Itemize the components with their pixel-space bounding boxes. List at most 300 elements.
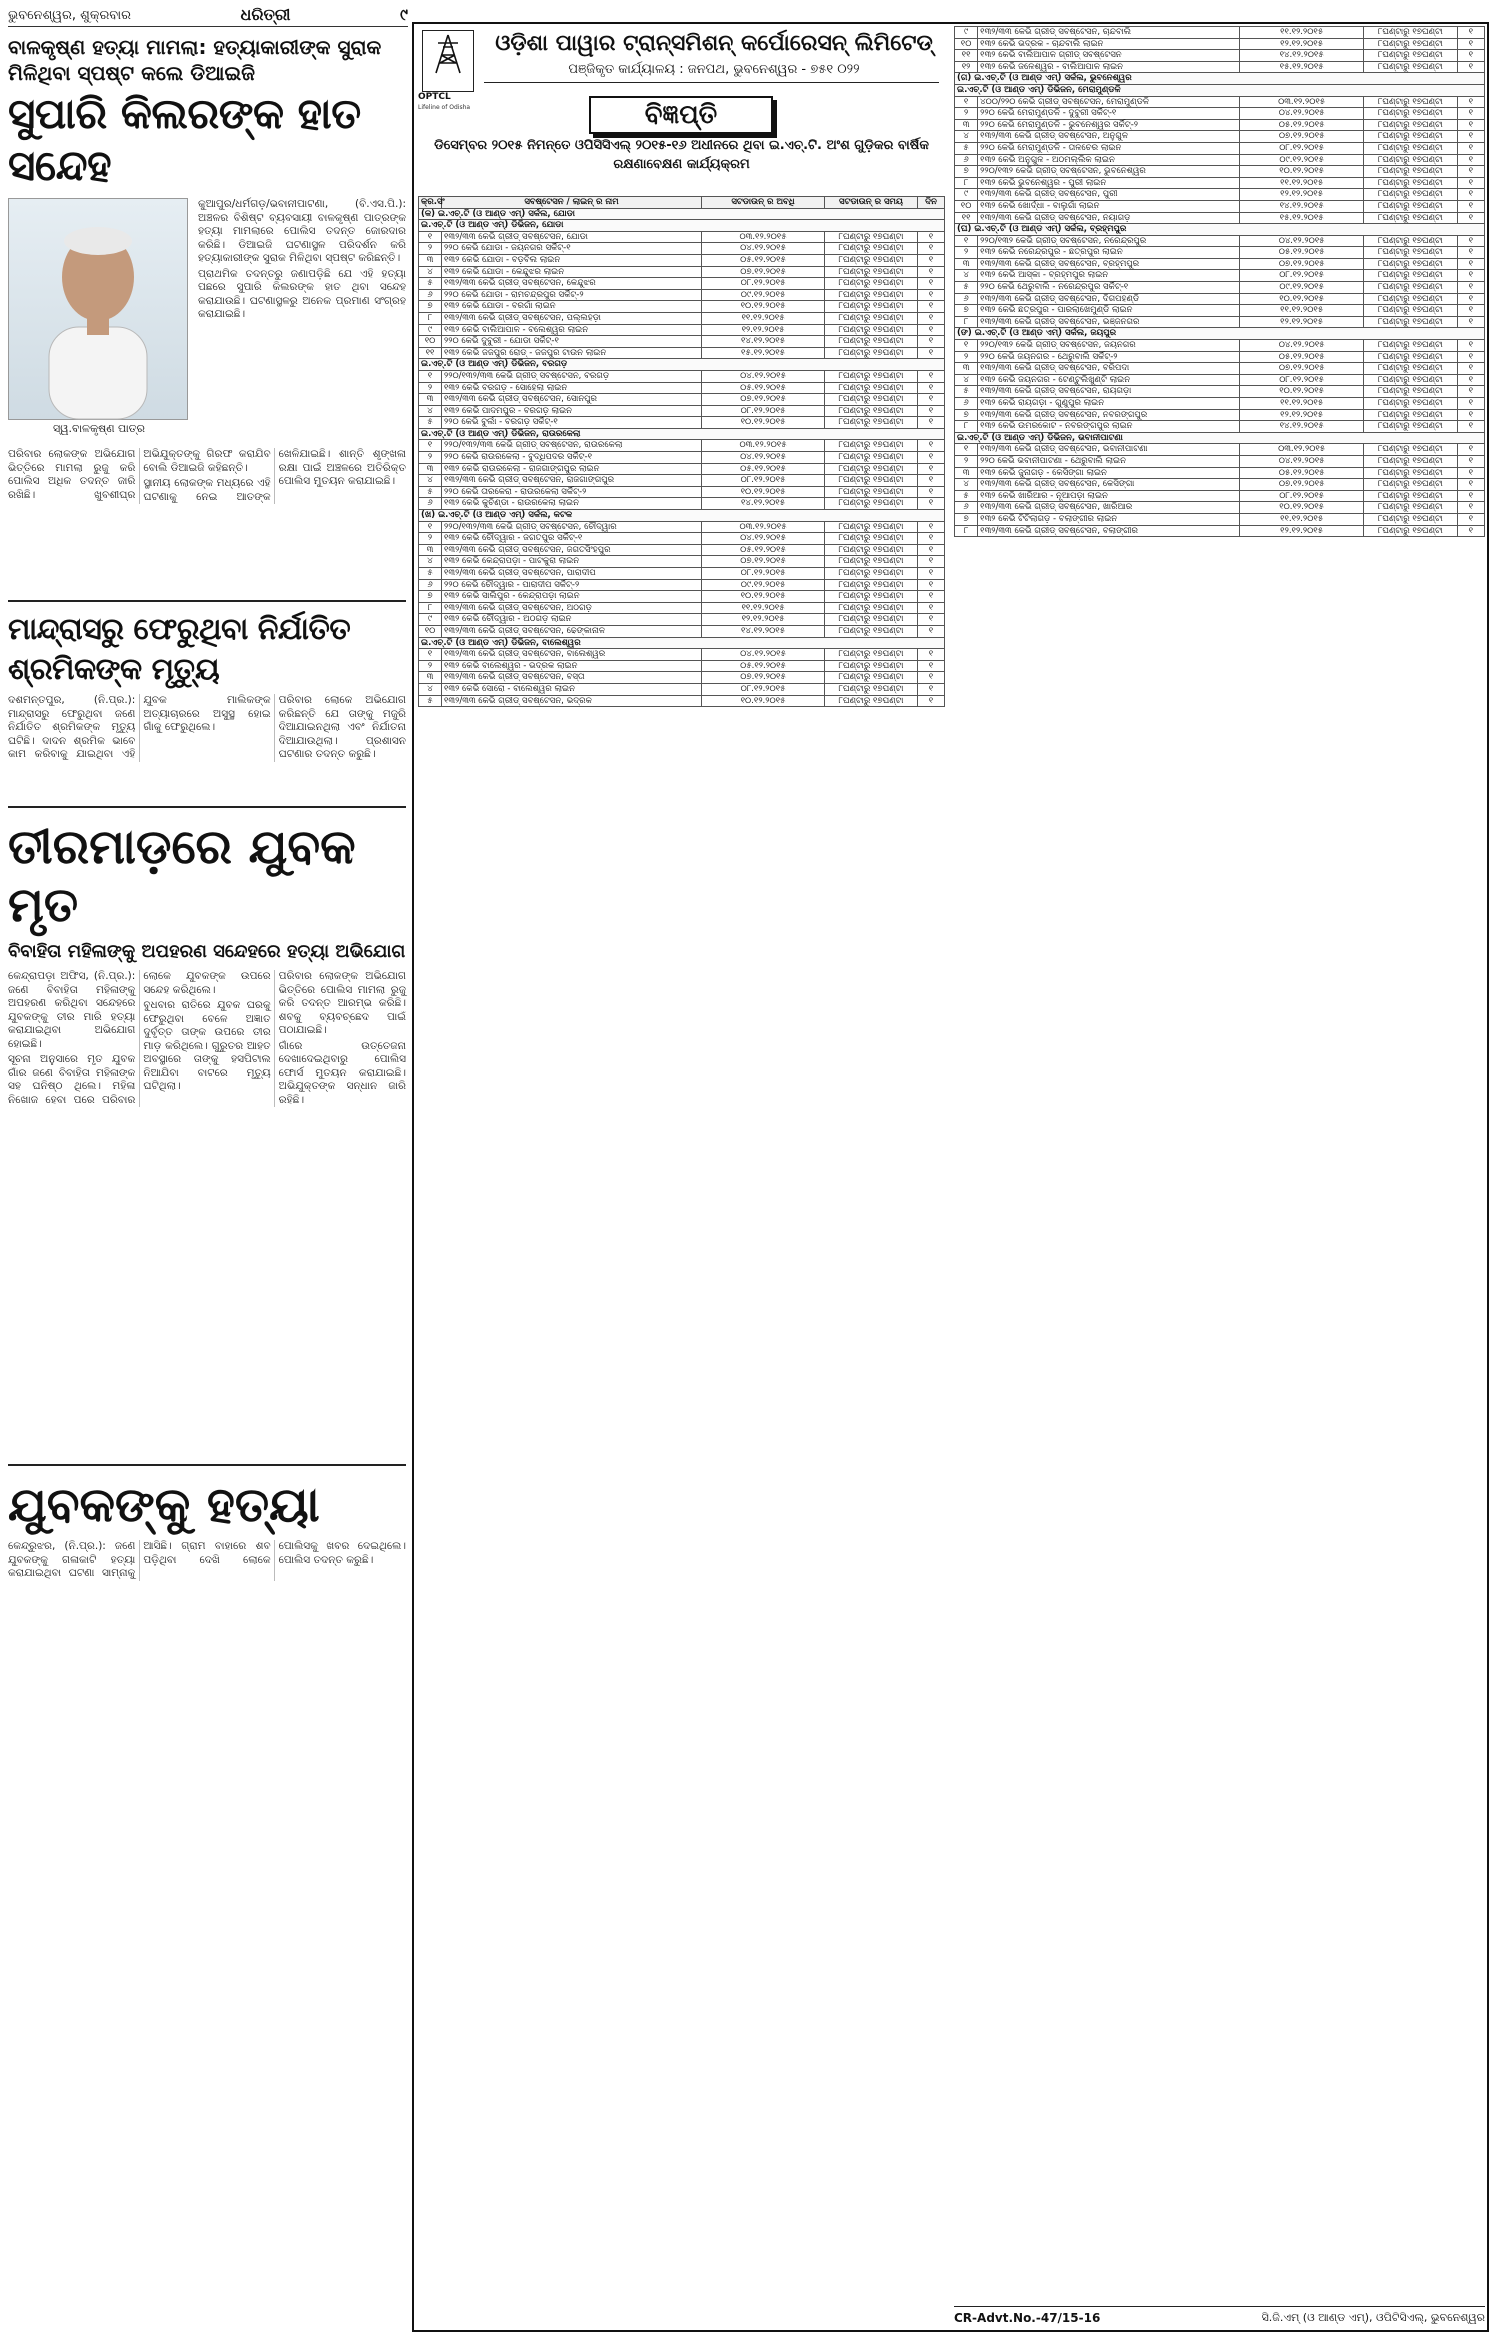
cell-time: ୮ଘଣ୍ଟାରୁ ୧୭ଘଣ୍ଟା <box>1364 363 1458 375</box>
cell-date: ୧୫.୧୨.୨୦୧୫ <box>702 347 825 359</box>
cell-sl: ୪ <box>419 683 442 695</box>
cell-name: ୧୩୨/୩୩ କେଭି ଗ୍ରୀଡ୍ ସବଷ୍ଟେସନ, ଭଦ୍ରକ <box>442 695 702 707</box>
table-section-row <box>419 220 945 232</box>
cell-sl: ୧୦ <box>955 38 978 50</box>
cell-date: ୦୯.୧୨.୨୦୧୫ <box>702 579 825 591</box>
cell-sl: ୬ <box>955 293 978 305</box>
cell-time: ୮ଘଣ୍ଟାରୁ ୧୭ଘଣ୍ଟା <box>825 266 918 278</box>
notice-title: ବିଜ୍ଞପ୍ତି <box>589 96 773 134</box>
cell-name: ୧୩୨ କେଭି ଉମରକୋଟ - ନବରଙ୍ଗପୁର ଲାଇନ <box>978 421 1240 433</box>
cell-sl: ୯ <box>955 27 978 39</box>
cell-date: ୦୮.୧୨.୨୦୧୫ <box>702 683 825 695</box>
table-row <box>419 672 945 684</box>
table-row <box>419 336 945 348</box>
col-date: ସଟଡାଉନ୍ ର ଅବଧି <box>702 197 825 209</box>
cell-date: ୧୪.୧୨.୨୦୧୫ <box>1240 200 1364 212</box>
cell-time: ୮ଘଣ୍ଟାରୁ ୧୭ଘଣ୍ଟା <box>825 556 918 568</box>
table-row <box>955 61 1485 73</box>
cell-time: ୮ଘଣ୍ଟାରୁ ୧୭ଘଣ୍ଟା <box>1364 525 1458 537</box>
table-row <box>955 50 1485 62</box>
cell-sl: ୯ <box>419 324 442 336</box>
cell-days: ୧ <box>918 301 945 313</box>
story2-body <box>8 694 406 762</box>
table-row <box>419 347 945 359</box>
cell-name: ୨୨୦ କେଭି ତାରକେରା - ରାଉରକେଲା ସର୍କିଟ୍-୨ <box>442 486 702 498</box>
table-row <box>955 363 1485 375</box>
table-row <box>955 479 1485 491</box>
table-row <box>419 660 945 672</box>
cell-days: ୧ <box>1457 525 1484 537</box>
cell-date: ୧୪.୧୨.୨୦୧୫ <box>702 498 825 510</box>
cell-days: ୧ <box>1457 142 1484 154</box>
table-row <box>955 513 1485 525</box>
table-row <box>955 142 1485 154</box>
cell-date: ୦୪.୧୨.୨୦୧୫ <box>702 370 825 382</box>
cell-time: ୮ଘଣ୍ଟାରୁ ୧୭ଘଣ୍ଟା <box>1364 374 1458 386</box>
cell-sl: ୩ <box>419 463 442 475</box>
cell-days: ୧ <box>1457 409 1484 421</box>
cell-name: ୧୩୨/୩୩ କେଭି ଗ୍ରୀଡ୍ ସବଷ୍ଟେସନ, ଅଠଗଡ଼ <box>442 602 702 614</box>
cell-date: ୦୮.୧୨.୨୦୧୫ <box>1240 490 1364 502</box>
cell-days: ୧ <box>1457 293 1484 305</box>
cell-date: ୦୭.୧୨.୨୦୧୫ <box>1240 258 1364 270</box>
section-title: (ଙ) ଇ.ଏଚ୍.ଟି (ଓ ଆଣ୍ଡ ଏମ୍) ସର୍କଲ, ଜୟପୁର <box>955 328 1485 340</box>
cell-days: ୧ <box>1457 386 1484 398</box>
cell-time: ୮ଘଣ୍ଟାରୁ ୧୭ଘଣ୍ଟା <box>825 417 918 429</box>
section-title: ଇ.ଏଚ୍.ଟି (ଓ ଆଣ୍ଡ ଏମ୍) ଡିଭିଜନ, ରାଉରକେଲା <box>419 428 945 440</box>
table-section-row <box>419 208 945 220</box>
table-row <box>955 189 1485 201</box>
table-row <box>419 254 945 266</box>
table-section-row <box>419 359 945 371</box>
section-title: ଇ.ଏଚ୍.ଟି (ଓ ଆଣ୍ଡ ଏମ୍) ଡିଭିଜନ, ଯୋଡା <box>419 220 945 232</box>
cell-time: ୮ଘଣ୍ଟାରୁ ୧୭ଘଣ୍ଟା <box>1364 490 1458 502</box>
table-section-row <box>955 84 1485 96</box>
table-row <box>419 475 945 487</box>
story3-para: ବୁଧବାର ରାତିରେ ଯୁବକ ଘରକୁ ଫେରୁଥିବା ବେଳେ ଅଜ୍ଞାତ ଦୁର୍ବୃତ୍ତ ତାଙ୍କ ଉପରେ ତୀର ମାଡ଼ କରିଥିଲେ। ଗୁରୁତର ଆହତ ଅବସ୍ଥାରେ ତାଙ୍କୁ ହସପିଟାଲ ନିଆଯିବା ବାଟରେ ମୃତ୍ୟୁ ଘଟିଥିଲା। <box>143 999 271 1092</box>
cell-time: ୮ଘଣ୍ଟାରୁ ୧୭ଘଣ୍ଟା <box>825 278 918 290</box>
cell-sl: ୯ <box>955 189 978 201</box>
cell-date: ୦୫.୧୨.୨୦୧୫ <box>1240 467 1364 479</box>
table-row <box>419 278 945 290</box>
cell-time: ୮ଘଣ୍ଟାରୁ ୧୭ଘଣ୍ଟା <box>1364 455 1458 467</box>
cell-date: ୦୪.୧୨.୨୦୧୫ <box>702 649 825 661</box>
section-title: (ଖ) ଇ.ଏଚ୍.ଟି (ଓ ଆଣ୍ଡ ଏମ୍) ସର୍କଲ, କଟକ <box>419 510 945 522</box>
header-rule <box>484 82 939 83</box>
cell-date: ୦୭.୧୨.୨୦୧୫ <box>1240 363 1364 375</box>
table-row <box>955 305 1485 317</box>
section-title: ଇ.ଏଚ୍.ଟି (ଓ ଆଣ୍ଡ ଏମ୍) ଡିଭିଜନ, ଭବାନୀପାଟଣା <box>955 432 1485 444</box>
cell-time: ୮ଘଣ୍ଟାରୁ ୧୭ଘଣ୍ଟା <box>1364 293 1458 305</box>
photo-caption: ସ୍ୱ.ବାଳକୃଷ୍ଣ ପାତ୍ର <box>53 422 145 435</box>
cell-name: ୧୩୨ କେଭି ଜୁନାଗଡ଼ - କେସିଙ୍ଗା ଲାଇନ <box>978 467 1240 479</box>
table-row <box>955 258 1485 270</box>
table-row <box>955 247 1485 259</box>
table-section-row <box>955 432 1485 444</box>
cell-date: ୧୦.୧୨.୨୦୧୫ <box>702 695 825 707</box>
cell-days: ୧ <box>1457 467 1484 479</box>
table-row <box>955 235 1485 247</box>
cell-name: ୨୨୦ କେଭି ଚୌଦ୍ୱାର - ପାରାଦୀପ ସର୍କିଟ୍-୨ <box>442 579 702 591</box>
cell-date: ୧୨.୧୨.୨୦୧୫ <box>1240 409 1364 421</box>
cell-date: ୦୩.୧୨.୨୦୧୫ <box>702 440 825 452</box>
divider <box>8 600 406 602</box>
cell-sl: ୪ <box>955 479 978 491</box>
cell-date: ୧୨.୧୨.୨୦୧୫ <box>702 614 825 626</box>
story1-headline: ସୁପାରି କିଲରଙ୍କ ହାତ ସନ୍ଦେହ <box>8 89 361 190</box>
cell-name: ୧୩୨ କେଭି ବାଲେଶ୍ୱର - ଭଦ୍ରକ ଲାଇନ <box>442 660 702 672</box>
cell-name: ୧୩୨ କେଭି ଆସ୍କା - ବ୍ରହ୍ମପୁର ଲାଇନ <box>978 270 1240 282</box>
cell-name: ୨୨୦ କେଭି ଭବାନୀପାଟଣା - ଥେରୁବାଲି ଲାଇନ <box>978 455 1240 467</box>
organisation-name: ଓଡ଼ିଶା ପାୱାର ଟ୍ରାନ୍ସମିଶନ୍ କର୍ପୋରେସନ୍ ଲିମିଟେଡ୍ <box>495 30 933 56</box>
table-row <box>419 440 945 452</box>
table-section-row <box>955 224 1485 236</box>
cell-name: ୧୩୨/୩୩ କେଭି ଗ୍ରୀଡ୍ ସବଷ୍ଟେସନ, ଭବାନୀପାଟଣା <box>978 444 1240 456</box>
cell-sl: ୨ <box>419 382 442 394</box>
cell-sl: ୧ <box>419 440 442 452</box>
cell-name: ୧୩୨ କେଭି ସାଲିପୁର - କେନ୍ଦ୍ରାପଡ଼ା ଲାଇନ <box>442 591 702 603</box>
cell-days: ୧ <box>1457 374 1484 386</box>
cell-date: ୦୮.୧୨.୨୦୧୫ <box>702 568 825 580</box>
table-section-row <box>419 510 945 522</box>
table-row <box>955 154 1485 166</box>
table-row <box>955 340 1485 352</box>
table-row <box>955 108 1485 120</box>
cell-time: ୮ଘଣ୍ଟାରୁ ୧୭ଘଣ୍ଟା <box>825 382 918 394</box>
cell-time: ୮ଘଣ୍ଟାରୁ ୧୭ଘଣ୍ଟା <box>825 324 918 336</box>
cell-days: ୧ <box>1457 189 1484 201</box>
cell-sl: ୩ <box>955 467 978 479</box>
cell-days: ୧ <box>918 672 945 684</box>
cell-sl: ୧ <box>955 235 978 247</box>
cell-time: ୮ଘଣ୍ଟାରୁ ୧୭ଘଣ୍ଟା <box>1364 108 1458 120</box>
cell-name: ୨୨୦ କେଭି ଦୁବୁରୀ - ଯୋଡା ସର୍କିଟ୍-୧ <box>442 336 702 348</box>
cell-date: ୦୩.୧୨.୨୦୧୫ <box>702 521 825 533</box>
cell-days: ୧ <box>918 602 945 614</box>
cell-sl: ୫ <box>419 486 442 498</box>
cell-time: ୮ଘଣ୍ଟାରୁ ୧୭ଘଣ୍ଟା <box>825 243 918 255</box>
cell-date: ୧୨.୧୨.୨୦୧୫ <box>1240 189 1364 201</box>
cell-date: ୦୫.୧୨.୨୦୧୫ <box>702 254 825 266</box>
cell-sl: ୬ <box>955 154 978 166</box>
cell-name: ୧୩୨ କେଭି ଭଦ୍ରକ - ଚାନ୍ଦବାଲି ଲାଇନ <box>978 38 1240 50</box>
cell-date: ୧୦.୧୨.୨୦୧୫ <box>1240 502 1364 514</box>
cell-time: ୮ଘଣ୍ଟାରୁ ୧୭ଘଣ୍ଟା <box>1364 131 1458 143</box>
table-row <box>955 455 1485 467</box>
cell-days: ୧ <box>918 254 945 266</box>
cell-time: ୮ଘଣ୍ଟାରୁ ୧୭ଘଣ୍ଟା <box>1364 351 1458 363</box>
cell-date: ୧୪.୧୨.୨୦୧୫ <box>702 336 825 348</box>
cell-sl: ୧୨ <box>955 61 978 73</box>
cell-date: ୦୫.୧୨.୨୦୧୫ <box>702 463 825 475</box>
cell-days: ୧ <box>1457 119 1484 131</box>
cell-date: ୦୪.୧୨.୨୦୧୫ <box>1240 235 1364 247</box>
cell-sl: ୯ <box>419 614 442 626</box>
cell-time: ୮ଘଣ୍ଟାରୁ ୧୭ଘଣ୍ଟା <box>825 591 918 603</box>
table-row <box>419 324 945 336</box>
cell-time: ୮ଘଣ୍ଟାରୁ ୧୭ଘଣ୍ଟା <box>825 370 918 382</box>
cell-name: ୨୨୦ କେଭି ଜୟନଗର - ଥେରୁବାଲି ସର୍କିଟ୍-୨ <box>978 351 1240 363</box>
cell-name: ୧୩୨ କେଭି କେନ୍ଦ୍ରାପଡ଼ା - ପାଟକୁରା ଲାଇନ <box>442 556 702 568</box>
table-row <box>955 386 1485 398</box>
cell-days: ୧ <box>918 289 945 301</box>
cell-name: ୧୩୨ କେଭି କୁଚିଣ୍ଡା - ରାଉରକେଲା ଲାଇନ <box>442 498 702 510</box>
cell-time: ୮ଘଣ୍ଟାରୁ ୧୭ଘଣ୍ଟା <box>825 463 918 475</box>
cell-time: ୮ଘଣ୍ଟାରୁ ୧୭ଘଣ୍ଟା <box>1364 235 1458 247</box>
cell-date: ୦୪.୧୨.୨୦୧୫ <box>1240 108 1364 120</box>
story4-body <box>8 1540 406 1581</box>
cell-time: ୮ଘଣ୍ଟାରୁ ୧୭ଘଣ୍ଟା <box>825 579 918 591</box>
ad-header <box>414 24 949 214</box>
col-time: ସଟଡାଉନ୍ ର ସମୟ <box>825 197 918 209</box>
cell-date: ୧୦.୧୨.୨୦୧୫ <box>702 486 825 498</box>
cell-sl: ୬ <box>955 502 978 514</box>
cell-name: ୧୩୨ କେଭି ପାଦମପୁର - ବରଗଡ଼ ଲାଇନ <box>442 405 702 417</box>
table-header-row <box>419 197 945 209</box>
cell-date: ୧୦.୧୨.୨୦୧୫ <box>1240 166 1364 178</box>
cell-days: ୧ <box>918 347 945 359</box>
table-row <box>955 96 1485 108</box>
portrait-figure <box>9 199 187 419</box>
table-section-row <box>955 73 1485 85</box>
cell-sl: ୮ <box>955 525 978 537</box>
cell-name: ୧୩୨ କେଭି ବାଲିଆପାଳ - ବଲେଶ୍ୱର ଲାଇନ <box>442 324 702 336</box>
cell-days: ୧ <box>918 660 945 672</box>
story3-subhead: ବିବାହିତା ମହିଳାଙ୍କୁ ଅପହରଣ ସନ୍ଦେହରେ ହତ୍ୟା ଅଭିଯୋଗ <box>8 941 406 962</box>
table-row <box>419 614 945 626</box>
cell-days: ୧ <box>918 683 945 695</box>
cell-name: ୨୨୦ କେଭି ଥେରୁବାଲି - ନରେନ୍ଦ୍ରପୁର ସର୍କିଟ୍-୧ <box>978 282 1240 294</box>
cell-name: ୧୩୨ କେଭି ଖାରିଆର - ନୂଆପଡ଼ା ଲାଇନ <box>978 490 1240 502</box>
cell-time: ୮ଘଣ୍ଟାରୁ ୧୭ଘଣ୍ଟା <box>825 486 918 498</box>
cell-days: ୧ <box>1457 166 1484 178</box>
cell-date: ୧୦.୧୨.୨୦୧୫ <box>702 417 825 429</box>
cell-sl: ୮ <box>419 602 442 614</box>
cell-date: ୦୩.୧୨.୨୦୧୫ <box>1240 444 1364 456</box>
section-title: ଇ.ଏଚ୍.ଟି (ଓ ଆଣ୍ଡ ଏମ୍) ଡିଭିଜନ, ମେରାମୁଣ୍ଡଳି <box>955 84 1485 96</box>
cell-time: ୮ଘଣ୍ଟାରୁ ୧୭ଘଣ୍ଟା <box>825 568 918 580</box>
cell-name: ୨୨୦ କେଭି ମେରାମୁଣ୍ଡଳି - ତାଳଚେର ଲାଇନ <box>978 142 1240 154</box>
story1-body <box>8 448 406 504</box>
table-row <box>419 312 945 324</box>
cell-days: ୧ <box>1457 177 1484 189</box>
cell-date: ୦୪.୧୨.୨୦୧୫ <box>1240 340 1364 352</box>
cell-days: ୧ <box>918 370 945 382</box>
schedule-rows-right <box>955 27 1485 537</box>
cell-sl: ୨ <box>419 452 442 464</box>
cell-days: ୧ <box>1457 131 1484 143</box>
cell-name: ୧୩୨ କେଭି ନରେନ୍ଦ୍ରପୁର - ଛତ୍ରପୁର ଲାଇନ <box>978 247 1240 259</box>
table-row <box>419 521 945 533</box>
cell-days: ୧ <box>918 498 945 510</box>
cell-name: ୧୩୨/୩୩ କେଭି ଗ୍ରୀଡ୍ ସବଷ୍ଟେସନ, ଜଗତସିଂହପୁର <box>442 544 702 556</box>
cell-name: ୨୨୦/୧୩୨/୩୩ କେଭି ଗ୍ରୀଡ୍ ସବଷ୍ଟେସନ, ବରଗଡ଼ <box>442 370 702 382</box>
cell-time: ୮ଘଣ୍ଟାରୁ ୧୭ଘଣ୍ଟା <box>825 301 918 313</box>
cell-days: ୧ <box>918 266 945 278</box>
cell-date: ୦୯.୧୨.୨୦୧୫ <box>1240 282 1364 294</box>
cell-date: ୧୧.୧୨.୨୦୧୫ <box>702 602 825 614</box>
cell-sl: ୪ <box>955 374 978 386</box>
story2-para: ଦଶମନ୍ତପୁର, (ନି.ପ୍ର.): ମାନ୍ଦ୍ରାସରୁ ଫେରୁଥିବା ଜଣେ ନିର୍ଯାତିତ ଶ୍ରମିକଙ୍କ ମୃତ୍ୟୁ ଘଟିଛି। ଦାଦନ ଶ୍ରମିକ ଭାବେ କାମ କରିବାକୁ ଯାଇଥିବା ଏହି ଯୁବକ ମାଲିକଙ୍କ ଅତ୍ୟାଚାରରେ ଅସୁସ୍ଥ ହୋଇ ଗାଁକୁ ଫେରୁଥିଲେ। <box>8 694 271 760</box>
cell-name: ୧୩୨/୩୩ କେଭି ଗ୍ରୀଡ୍ ସବଷ୍ଟେସନ, ସୋନପୁର <box>442 394 702 406</box>
cell-date: ୧୫.୧୨.୨୦୧୫ <box>1240 212 1364 224</box>
cell-days: ୧ <box>918 649 945 661</box>
cell-name: ୨୨୦/୧୩୨ କେଭି ଗ୍ରୀଡ୍ ସବଷ୍ଟେସନ, ଭୁବନେଶ୍ୱର <box>978 166 1240 178</box>
cell-days: ୧ <box>1457 247 1484 259</box>
cell-time: ୮ଘଣ୍ଟାରୁ ୧୭ଘଣ୍ଟା <box>1364 177 1458 189</box>
story4-para: କେନ୍ଦ୍ରୁଝର, (ନି.ପ୍ର.): ଜଣେ ଯୁବକଙ୍କୁ ଗଳାକାଟି ହତ୍ୟା କରାଯାଇଥିବା ଘଟଣା ସାମ୍ନାକୁ ଆସିଛି। ଗ୍ରାମ ବାହାରେ ଶବ ପଡ଼ିଥିବା ଦେଖି ଲୋକେ ପୋଲିସକୁ ଖବର ଦେଇଥିଲେ। ପୋଲିସ ତଦନ୍ତ କରୁଛି। <box>8 1540 406 1579</box>
cell-date: ୦୪.୧୨.୨୦୧୫ <box>702 533 825 545</box>
cell-name: ୧୩୨/୩୩ କେଭି ଗ୍ରୀଡ୍ ସବଷ୍ଟେସନ, ବ୍ରହ୍ମପୁର <box>978 258 1240 270</box>
cell-time: ୮ଘଣ୍ଟାରୁ ୧୭ଘଣ୍ଟା <box>1364 282 1458 294</box>
cell-days: ୧ <box>1457 50 1484 62</box>
story-youth-murder <box>6 1476 408 1606</box>
cell-sl: ୬ <box>419 579 442 591</box>
cell-time: ୮ଘଣ୍ଟାରୁ ୧୭ଘଣ୍ଟା <box>825 672 918 684</box>
table-row <box>419 533 945 545</box>
logo-text: OPTCL <box>418 92 451 102</box>
cell-days: ୧ <box>1457 513 1484 525</box>
cell-name: ୨୨୦/୧୩୨/୩୩ କେଭି ଗ୍ରୀଡ୍ ସବଷ୍ଟେସନ, ରାଉରକେଲା <box>442 440 702 452</box>
cell-sl: ୨ <box>419 660 442 672</box>
cell-name: ୧୩୨/୩୩ କେଭି ଗ୍ରୀଡ୍ ସବଷ୍ଟେସନ, ରାୟଗଡ଼ା <box>978 386 1240 398</box>
cell-name: ୧୩୨ କେଭି ଟିଟିଲାଗଡ଼ - ବଲାଙ୍ଗୀର ଲାଇନ <box>978 513 1240 525</box>
col-name: ସବଷ୍ଟେସନ / ଲାଇନ୍ ର ନାମ <box>442 197 702 209</box>
cell-name: ୧୩୨/୩୩ କେଭି ଗ୍ରୀଡ୍ ସବଷ୍ଟେସନ, ବଲାଙ୍ଗୀର <box>978 525 1240 537</box>
cell-name: ୧୩୨ କେଭି ବରଗଡ଼ - ସୋହେଲା ଲାଇନ <box>442 382 702 394</box>
cell-days: ୧ <box>1457 258 1484 270</box>
cell-days: ୧ <box>918 544 945 556</box>
table-row <box>419 486 945 498</box>
registered-office: ପଞ୍ଜିକୃତ କାର୍ଯ୍ୟାଳୟ : ଜନପଥ, ଭୁବନେଶ୍ୱର - ୭୫୧ ୦୨୨ <box>568 62 860 77</box>
cell-date: ୦୯.୧୨.୨୦୧୫ <box>702 289 825 301</box>
cell-time: ୮ଘଣ୍ଟାରୁ ୧୭ଘଣ୍ଟା <box>825 602 918 614</box>
cell-days: ୧ <box>1457 61 1484 73</box>
cell-time: ୮ଘଣ୍ଟାରୁ ୧୭ଘଣ୍ଟା <box>825 289 918 301</box>
cell-sl: ୧ <box>955 444 978 456</box>
divider <box>8 1464 406 1466</box>
cell-sl: ୮ <box>955 177 978 189</box>
cell-date: ୧୦.୧୨.୨୦୧୫ <box>702 591 825 603</box>
cell-sl: ୧୦ <box>955 200 978 212</box>
table-row <box>419 579 945 591</box>
cell-name: ୧୩୨ କେଭି ଯୋଡା - ବରଗାଁ ଲାଇନ <box>442 301 702 313</box>
cell-sl: ୪ <box>419 556 442 568</box>
cell-days: ୧ <box>1457 270 1484 282</box>
table-row <box>955 421 1485 433</box>
cell-time: ୮ଘଣ୍ଟାରୁ ୧୭ଘଣ୍ଟା <box>1364 38 1458 50</box>
cell-days: ୧ <box>918 312 945 324</box>
cell-name: ୧୩୨ କେଭି ଅନୁଗୁଳ - ଅଠମଲ୍ଲିକ ଲାଇନ <box>978 154 1240 166</box>
cell-name: ୧୩୨ କେଭି ଛତ୍ରପୁର - ପାରଲାଖେମୁଣ୍ଡି ଲାଇନ <box>978 305 1240 317</box>
story-balakrushna <box>6 34 408 594</box>
table-row <box>419 649 945 661</box>
signatory: ସି.ଜି.ଏମ୍ (ଓ ଆଣ୍ଡ ଏମ୍), ଓପିଟିସିଏଲ୍, ଭୁବନେଶ୍ୱର <box>1261 2311 1485 2324</box>
cell-name: ୧୩୨/୩୩ କେଭି ଗ୍ରୀଡ୍ ସବଷ୍ଟେସନ, ନୟାଗଡ଼ <box>978 212 1240 224</box>
cell-sl: ୫ <box>955 282 978 294</box>
cell-sl: ୪ <box>419 475 442 487</box>
story3-body <box>8 970 406 1107</box>
cell-date: ୦୮.୧୨.୨୦୧୫ <box>702 475 825 487</box>
cell-name: ୧୩୨/୩୩ କେଭି ଗ୍ରୀଡ୍ ସବଷ୍ଟେସନ, ପାରାଦୀପ <box>442 568 702 580</box>
cell-sl: ୭ <box>955 305 978 317</box>
cell-name: ୧୩୨/୩୩ କେଭି ଗ୍ରୀଡ୍ ସବଷ୍ଟେସନ, ଚାନ୍ଦବାଲି <box>978 27 1240 39</box>
cell-name: ୧୩୨/୩୩ କେଭି ଗ୍ରୀଡ୍ ସବଷ୍ଟେସନ, ପଲ୍ଲହଡ଼ା <box>442 312 702 324</box>
cell-time: ୮ଘଣ୍ଟାରୁ ୧୭ଘଣ୍ଟା <box>825 533 918 545</box>
cell-time: ୮ଘଣ୍ଟାରୁ ୧୭ଘଣ୍ଟା <box>1364 154 1458 166</box>
cell-name: ୧୩୨ କେଭି ଭୁବନେଶ୍ୱର - ପୁରୀ ଲାଇନ <box>978 177 1240 189</box>
schedule-rows-left <box>419 208 945 707</box>
cell-name: ୧୩୨/୩୩ କେଭି ଗ୍ରୀଡ୍ ସବଷ୍ଟେସନ, ବାଲେଶ୍ୱର <box>442 649 702 661</box>
cell-name: ୧୩୨/୩୩ କେଭି ଗ୍ରୀଡ୍ ସବଷ୍ଟେସନ, ପୁରୀ <box>978 189 1240 201</box>
story3-para: କେନ୍ଦ୍ରାପଡ଼ା ଅଫିସ, (ନି.ପ୍ର.): ଜଣେ ବିବାହିତା ମହିଳାଙ୍କୁ ଅପହରଣ କରିଥିବା ସନ୍ଦେହରେ ଯୁବକଙ୍କୁ ତୀର ମାରି ହତ୍ୟା କରାଯାଇଥିବା ଅଭିଯୋଗ ହୋଇଛି। <box>8 970 136 1050</box>
transmission-tower-icon <box>428 33 468 75</box>
cell-date: ୧୧.୧୨.୨୦୧୫ <box>1240 27 1364 39</box>
cell-days: ୧ <box>918 591 945 603</box>
table-row <box>419 243 945 255</box>
cell-name: ୨୨୦/୧୩୨ କେଭି ଗ୍ରୀଡ୍ ସବଷ୍ଟେସନ, ଜୟନଗର <box>978 340 1240 352</box>
masthead <box>8 4 408 27</box>
table-row <box>419 417 945 429</box>
advt-number: CR-Advt.No.-47/15-16 <box>954 2311 1101 2325</box>
cell-date: ୦୪.୧୨.୨୦୧୫ <box>702 452 825 464</box>
cell-name: ୧୩୨/୩୩ କେଭି ଗ୍ରୀଡ୍ ସବଷ୍ଟେସନ, ବସ୍ତା <box>442 672 702 684</box>
table-row <box>419 231 945 243</box>
cell-time: ୮ଘଣ୍ଟାରୁ ୧୭ଘଣ୍ଟା <box>825 347 918 359</box>
story1-photo-row <box>8 198 406 442</box>
cell-sl: ୩ <box>419 394 442 406</box>
cell-days: ୧ <box>918 417 945 429</box>
table-row <box>955 502 1485 514</box>
cell-sl: ୫ <box>955 142 978 154</box>
cell-sl: ୬ <box>419 289 442 301</box>
cell-days: ୧ <box>1457 282 1484 294</box>
section-title: ଇ.ଏଚ୍.ଟି (ଓ ଆଣ୍ଡ ଏମ୍) ଡିଭିଜନ, ବାଲେଶ୍ୱର <box>419 637 945 649</box>
cell-name: ୧୩୨/୩୩ କେଭି ଗ୍ରୀଡ୍ ସବଷ୍ଟେସନ, ଯୋଡା <box>442 231 702 243</box>
cell-days: ୧ <box>1457 444 1484 456</box>
cell-time: ୮ଘଣ୍ଟାରୁ ୧୭ଘଣ୍ଟା <box>825 649 918 661</box>
cell-days: ୧ <box>1457 398 1484 410</box>
cell-date: ୦୩.୧୨.୨୦୧୫ <box>702 231 825 243</box>
table-row <box>419 301 945 313</box>
section-title: ଇ.ଏଚ୍.ଟି (ଓ ଆଣ୍ଡ ଏମ୍) ଡିଭିଜନ, ବରଗଡ଼ <box>419 359 945 371</box>
cell-date: ୧୦.୧୨.୨୦୧୫ <box>1240 386 1364 398</box>
cell-sl: ୩ <box>419 544 442 556</box>
cell-time: ୮ଘଣ୍ଟାରୁ ୧୭ଘଣ୍ଟା <box>1364 119 1458 131</box>
cell-name: ୧୩୨/୩୩ କେଭି ଗ୍ରୀଡ୍ ସବଷ୍ଟେସନ, କେସିଙ୍ଗା <box>978 479 1240 491</box>
story-worker-death <box>6 610 408 800</box>
cell-date: ୧୦.୧୨.୨୦୧୫ <box>1240 293 1364 305</box>
cell-time: ୮ଘଣ୍ଟାରୁ ୧୭ଘଣ୍ଟା <box>825 405 918 417</box>
cell-name: ୧୩୨ କେଭି ଯୋଡା - ବଡ଼ବିଲ ଲାଇନ <box>442 254 702 266</box>
cell-days: ୧ <box>918 579 945 591</box>
table-row <box>955 177 1485 189</box>
table-row <box>419 452 945 464</box>
story3-para: ସୂଚନା ଅନୁସାରେ ମୃତ ଯୁବକ ଗାଁର ଜଣେ ବିବାହିତା ମହିଳାଙ୍କ ସହ ଘନିଷ୍ଠ ଥିଲେ। ମହିଳା ନିଖୋଜ ହେବା ପରେ ପରିବାର ଲୋକେ ଯୁବକଙ୍କ ଉପରେ ସନ୍ଦେହ କରିଥିଲେ। <box>8 970 271 1106</box>
cell-days: ୧ <box>1457 490 1484 502</box>
story3-para: ପରିବାର ଲୋକଙ୍କ ଅଭିଯୋଗ ଭିତ୍ତିରେ ପୋଲିସ ମାମଲା ରୁଜୁ କରି ତଦନ୍ତ ଆରମ୍ଭ କରିଛି। ଶବକୁ ବ୍ୟବଚ୍ଛେଦ ପାଇଁ ପଠାଯାଇଛି। <box>278 970 406 1036</box>
cell-time: ୮ଘଣ୍ଟାରୁ ୧୭ଘଣ୍ଟା <box>1364 305 1458 317</box>
cell-date: ୦୫.୧୨.୨୦୧୫ <box>702 382 825 394</box>
cell-time: ୮ଘଣ୍ଟାରୁ ୧୭ଘଣ୍ଟା <box>1364 340 1458 352</box>
cell-time: ୮ଘଣ୍ଟାରୁ ୧୭ଘଣ୍ଟା <box>825 614 918 626</box>
cell-time: ୮ଘଣ୍ଟାରୁ ୧୭ଘଣ୍ଟା <box>1364 200 1458 212</box>
cell-sl: ୨ <box>419 533 442 545</box>
cell-sl: ୩ <box>955 119 978 131</box>
table-row <box>955 374 1485 386</box>
cell-sl: ୧ <box>419 370 442 382</box>
cell-date: ୧୪.୧୨.୨୦୧୫ <box>1240 421 1364 433</box>
